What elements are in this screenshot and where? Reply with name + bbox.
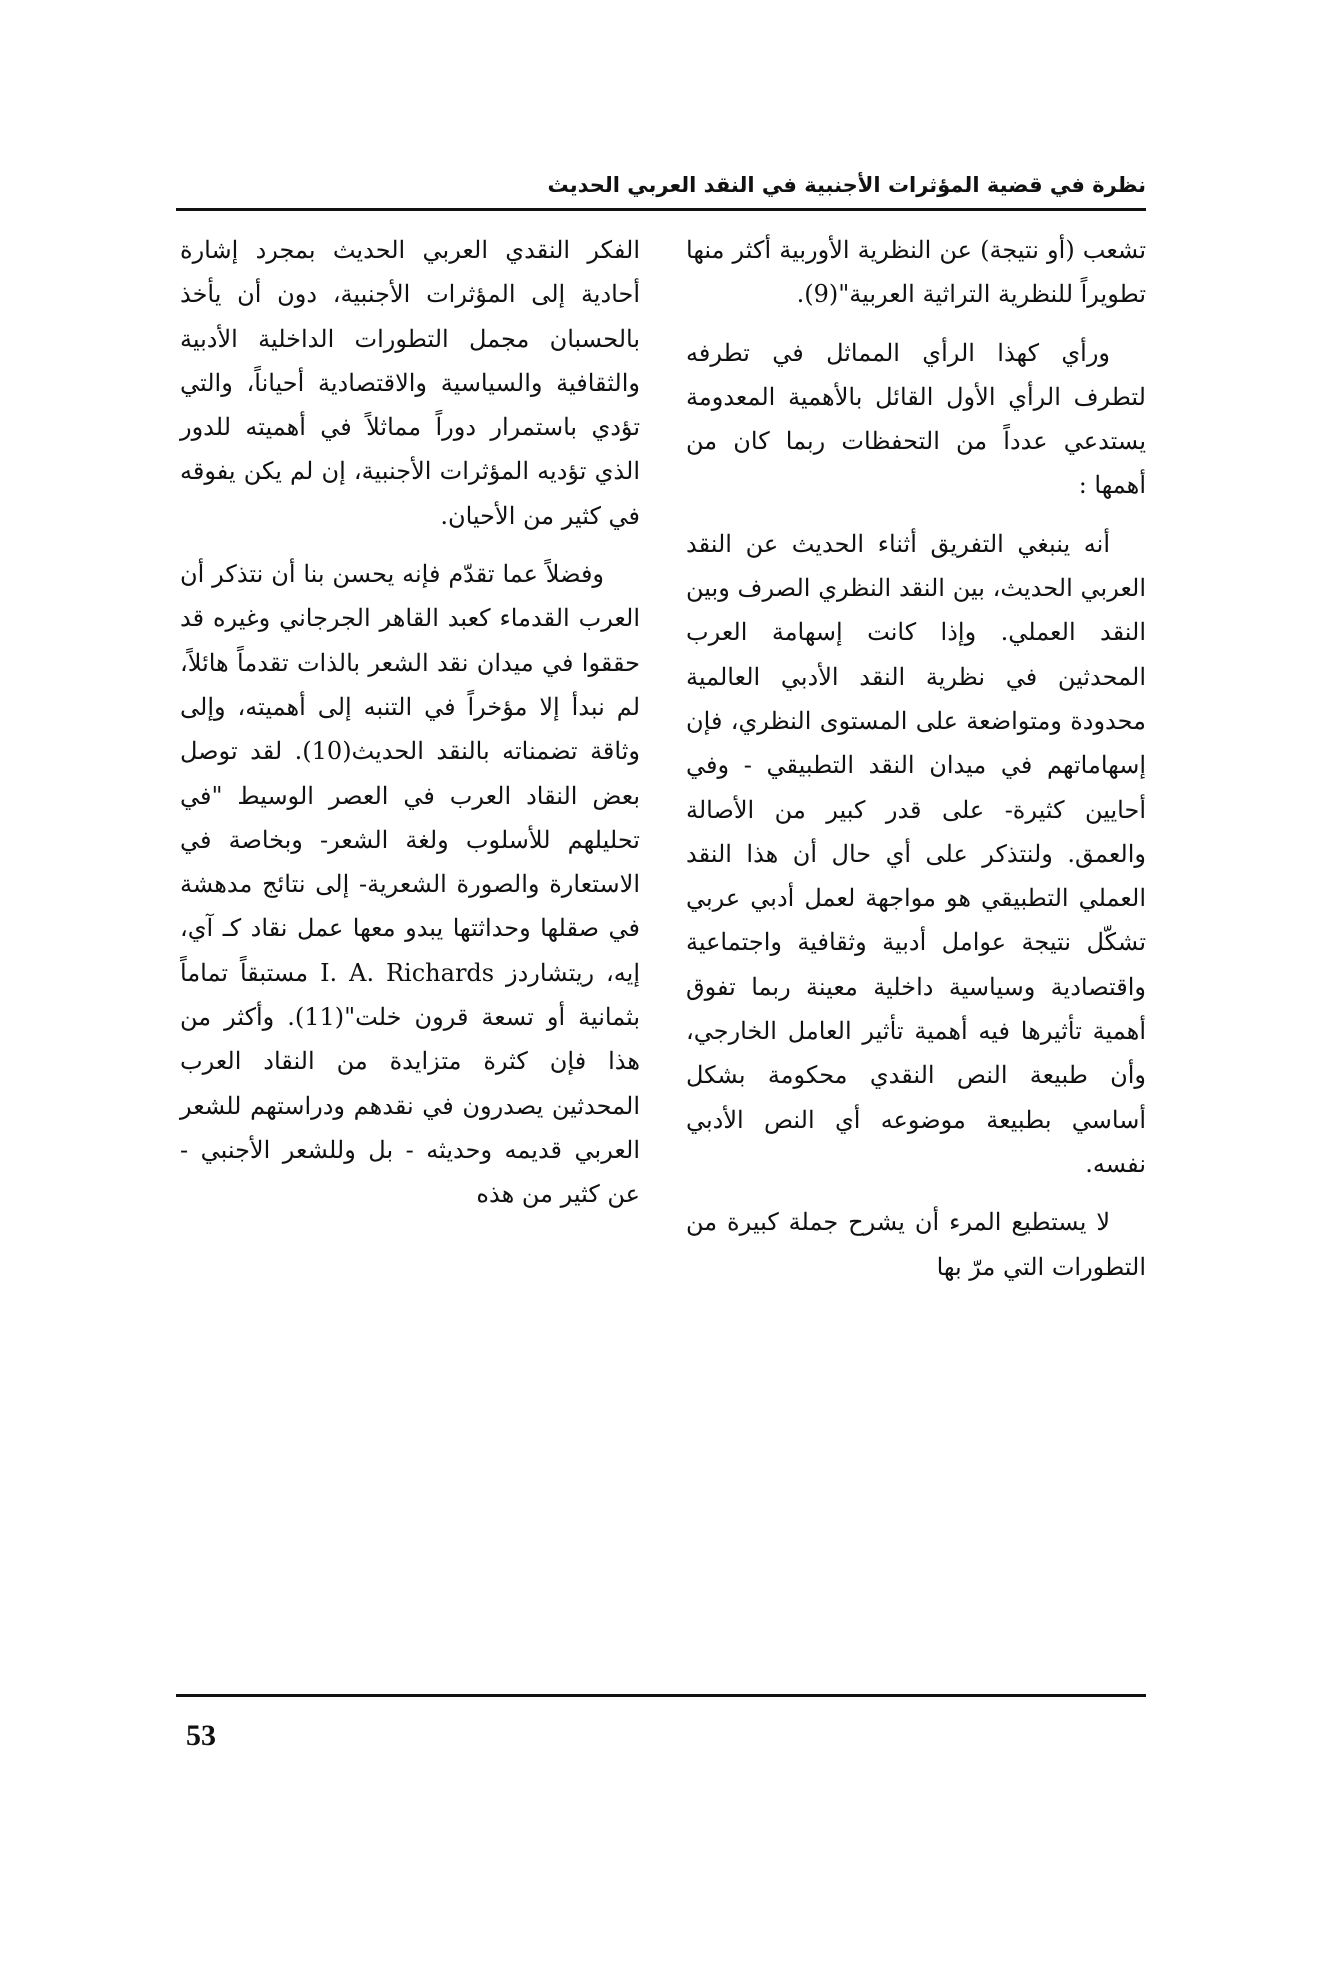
paragraph: لا يستطيع المرء أن يشرح جملة كبيرة من التطورات التي مرّ بها bbox=[686, 1208, 1146, 1281]
page-number: 53 bbox=[186, 1719, 216, 1752]
paragraph: الفكر النقدي العربي الحديث بمجرد إشارة أحادية إلى المؤثرات الأجنبية، دون أن يأخذ بالحسبان مجمل التطورات الداخلية الأدبية والثقافية والسياسية والاقتصادية أحياناً، والتي تؤدي باستمرار دوراً مماثلاً في أهميته للدور الذي تؤديه المؤثرات الأجنبية، إن لم يكن يفوقه في كثير من الأحيان. bbox=[180, 236, 640, 530]
footer-divider bbox=[176, 1694, 1146, 1697]
paragraph: تشعب (أو نتيجة) عن النظرية الأوربية أكثر منها تطويراً للنظرية التراثية العربية"(9). bbox=[686, 236, 1146, 309]
text-column-left bbox=[180, 228, 640, 1231]
running-header: نظرة في قضية المؤثرات الأجنبية في النقد العربي الحديث bbox=[547, 173, 1146, 197]
paragraph: ورأي كهذا الرأي المماثل في تطرفه لتطرف الرأي الأول القائل بالأهمية المعدومة يستدعي عدداً من التحفظات ربما كان من أهمها : bbox=[686, 338, 1146, 500]
header-divider bbox=[176, 208, 1146, 211]
paragraph: أنه ينبغي التفريق أثناء الحديث عن النقد العربي الحديث، بين النقد النظري الصرف وبين النقد العملي. وإذا كانت إسهامة العرب المحدثين في نظرية النقد الأدبي العالمية محدودة ومتواضعة على المستوى النظري، فإن إسهاماتهم في ميدان النقد التطبيقي - وفي أحايين كثيرة- على قدر كبير من الأصالة والعمق. ولنتذكر على أي حال أن هذا النقد العملي التطبيقي هو مواجهة لعمل أدبي عربي تشكّل نتيجة عوامل أدبية وثقافية واجتماعية واقتصادية وسياسية داخلية معينة ربما تفوق أهمية تأثيرها فيه أهمية تأثير العامل الخارجي، وأن طبيعة النص النقدي محكومة بشكل أساسي بطبيعة موضوعه أي النص الأدبي نفسه. bbox=[686, 529, 1146, 1178]
paragraph: وفضلاً عما تقدّم فإنه يحسن بنا أن نتذكر أن العرب القدماء كعبد القاهر الجرجاني وغيره قد حققوا في ميدان نقد الشعر بالذات تقدماً هائلاً، لم نبدأ إلا مؤخراً في التنبه إلى أهميته، وإلى وثاقة تضمناته بالنقد الحديث(10). لقد توصل بعض النقاد العرب في العصر الوسيط "في تحليلهم للأسلوب ولغة الشعر- وبخاصة في الاستعارة والصورة الشعرية- إلى نتائج مدهشة في صقلها وحداثتها يبدو معها عمل نقاد كـ آي، إيه، ريتشاردز I. A. Richards مستبقاً تماماً بثمانية أو تسعة قرون خلت"(11). وأكثر من هذا فإن كثرة متزايدة من النقاد العرب المحدثين يصدرون في نقدهم ودراستهم للشعر العربي قديمه وحديثه - بل وللشعر الأجنبي - عن كثير من هذه bbox=[180, 560, 640, 1209]
text-column-right bbox=[686, 228, 1146, 1303]
